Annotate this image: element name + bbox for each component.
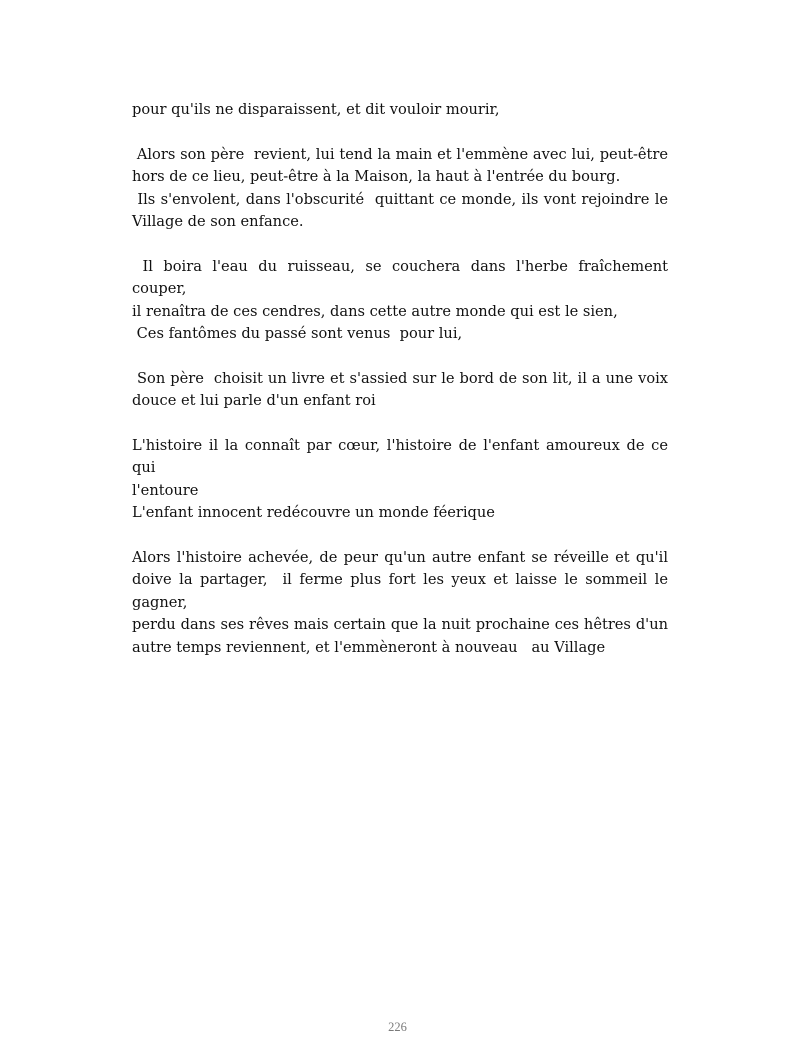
text-line: Ils s'envolent, dans l'obscurité quittant ce monde, ils vont rejoindre le bbox=[132, 190, 668, 208]
text-line: perdu dans ses rêves mais certain que la nuit prochaine ces hêtres d'un bbox=[132, 616, 668, 634]
text-line: Il boira l'eau du ruisseau, se couchera dans l'herbe fraîchement couper, bbox=[132, 257, 673, 298]
body-text bbox=[132, 99, 673, 681]
text-line: Alors son père revient, lui tend la main et l'emmène avec lui, peut-être bbox=[132, 145, 669, 163]
text-line: l'entoure bbox=[132, 481, 199, 499]
paragraph bbox=[132, 435, 673, 525]
text-line: doive la partager, il ferme plus fort les yeux et laisse le sommeil le gagner, bbox=[132, 571, 673, 611]
paragraph bbox=[132, 368, 668, 413]
text-line: il renaîtra de ces cendres, dans cette autre monde qui est le sien, bbox=[132, 302, 618, 320]
text-line: autre temps reviennent, et l'emmèneront à nouveau au Village bbox=[132, 638, 606, 656]
paragraph bbox=[132, 144, 668, 234]
text-line: Alors l'histoire achevée, de peur qu'un autre enfant se réveille et qu'il bbox=[132, 549, 668, 567]
text-line: Ces fantômes du passé sont venus pour lui, bbox=[132, 325, 463, 343]
text-line: L'enfant innocent redécouvre un monde féerique bbox=[132, 504, 495, 522]
paragraph bbox=[132, 99, 668, 121]
text-line: L'histoire il la connaît par cœur, l'histoire de l'enfant amoureux de ce qui bbox=[132, 437, 673, 477]
text-line: hors de ce lieu, peut-être à la Maison, la haut à l'entrée du bourg. bbox=[132, 168, 621, 186]
text-line: Son père choisit un livre et s'assied sur le bord de son lit, il a une voix bbox=[132, 369, 669, 387]
paragraph bbox=[132, 256, 673, 346]
text-line: Village de son enfance. bbox=[132, 213, 304, 231]
text-line: pour qu'ils ne disparaissent, et dit vouloir mourir, bbox=[132, 101, 500, 118]
paragraph bbox=[132, 547, 673, 659]
page-number: 226 bbox=[388, 1020, 407, 1034]
text-line: douce et lui parle d'un enfant roi bbox=[132, 392, 376, 410]
